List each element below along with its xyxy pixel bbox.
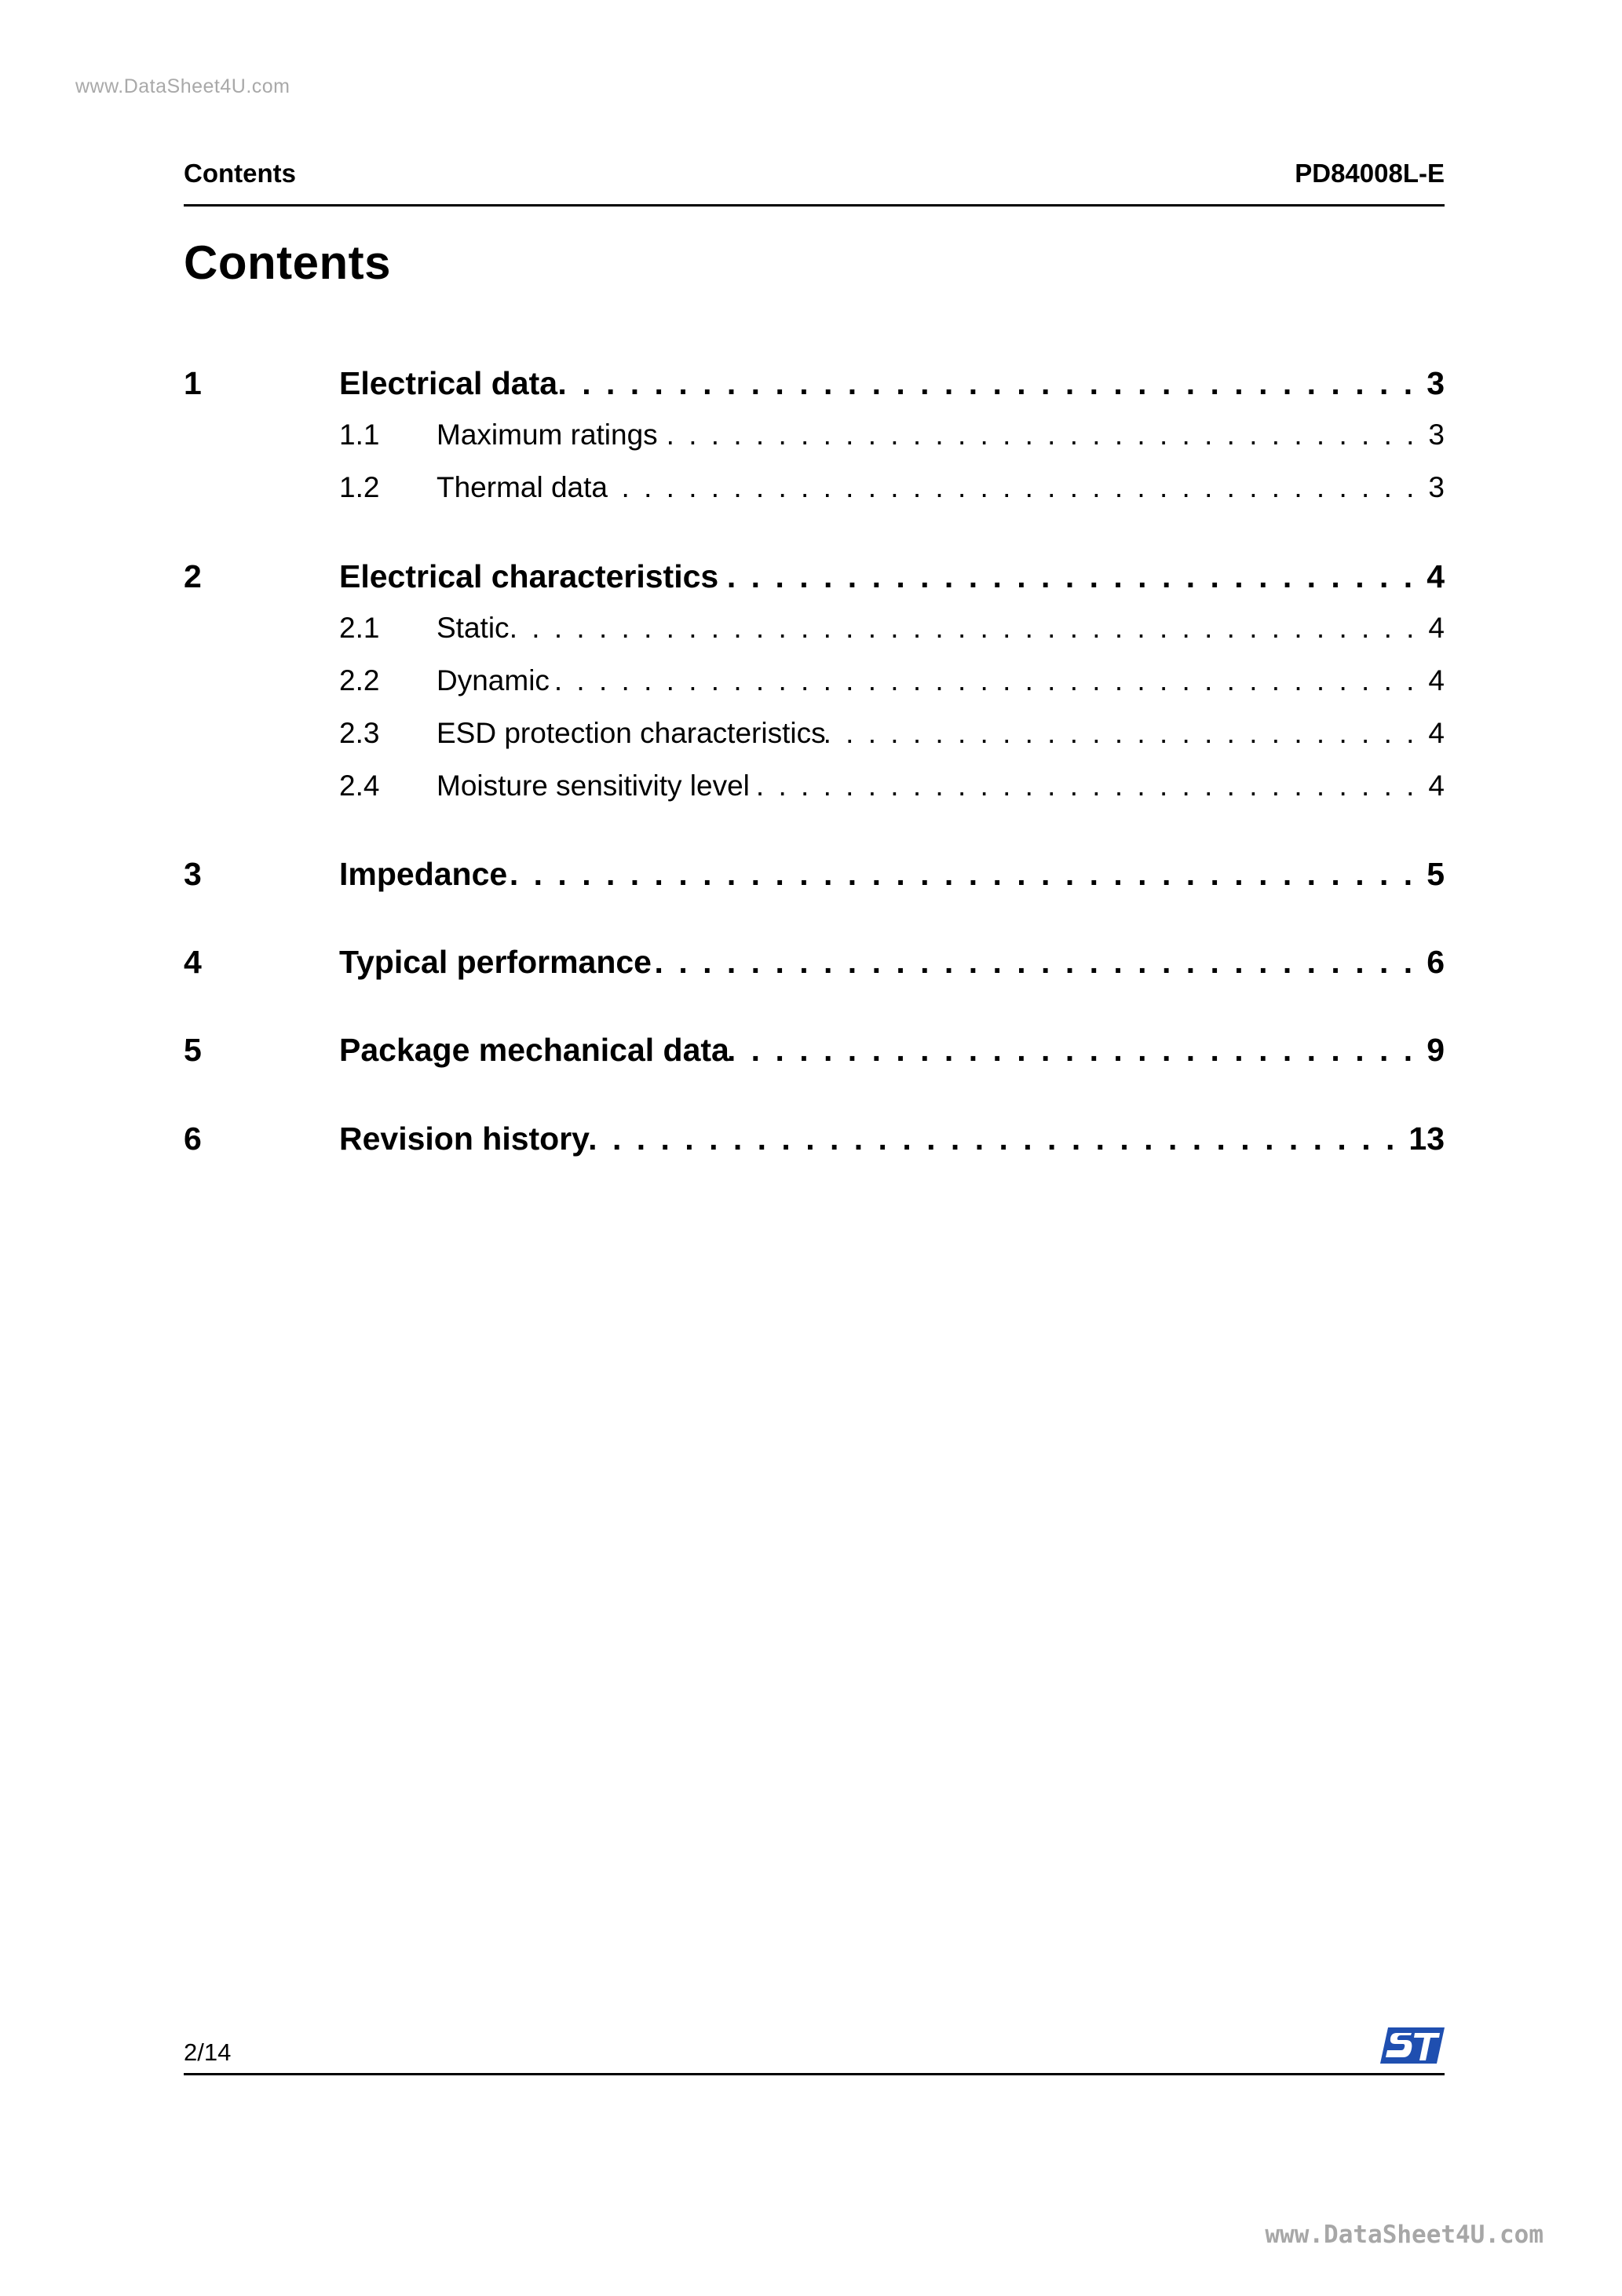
- toc-dot-leader: [550, 664, 1429, 697]
- toc-entry-title: Revision history: [339, 1121, 590, 1157]
- toc-entry-chapter-6[interactable]: [184, 1121, 1445, 1164]
- toc-entry-number: 3: [184, 856, 202, 892]
- toc-entry-title: Impedance: [339, 856, 508, 892]
- toc-entry-page: 13: [1408, 1121, 1445, 1157]
- toc-entry-number: 1.1: [339, 419, 380, 451]
- toc-entry-number: 1.2: [339, 471, 380, 503]
- toc-dot-leader: [826, 717, 1429, 750]
- toc-entry-title: Electrical characteristics: [339, 558, 719, 594]
- toc-entry-number: 4: [184, 944, 202, 980]
- toc-entry-section-2-2[interactable]: [184, 664, 1445, 708]
- toc-dot-leader: [507, 856, 1427, 893]
- toc-entry-number: 1: [184, 365, 202, 401]
- page-title: Contents: [184, 236, 391, 289]
- toc-entry-title: Moisture sensitivity level: [437, 770, 750, 802]
- toc-dot-leader: [608, 471, 1428, 504]
- toc-entry-title: Dynamic: [437, 664, 550, 696]
- toc-entry-number: 6: [184, 1121, 202, 1157]
- toc-entry-chapter-2[interactable]: [184, 558, 1445, 602]
- toc-entry-title: ESD protection characteristics: [437, 717, 826, 749]
- toc-entry-title: Maximum ratings: [437, 419, 658, 451]
- toc-entry-number: 2.1: [339, 612, 380, 644]
- toc-dot-leader: [652, 944, 1427, 981]
- toc-entry-page: 3: [1427, 365, 1445, 401]
- toc-entry-title: Electrical data: [339, 365, 558, 401]
- watermark-top: www.DataSheet4U.com: [75, 75, 290, 97]
- toc-dot-leader: [750, 770, 1429, 803]
- toc-entry-chapter-5[interactable]: [184, 1032, 1445, 1076]
- toc-entry-number: 2.2: [339, 664, 380, 696]
- header-part-number: PD84008L-E: [1295, 159, 1445, 188]
- toc-entry-page: 5: [1427, 856, 1445, 892]
- toc-entry-chapter-1[interactable]: [184, 365, 1445, 409]
- toc-entry-title: Thermal data: [437, 471, 608, 503]
- toc-entry-page: 3: [1428, 419, 1445, 451]
- page-header: [184, 157, 1445, 207]
- toc-entry-chapter-3[interactable]: [184, 856, 1445, 900]
- page-footer: [184, 2010, 1445, 2075]
- toc-entry-section-2-3[interactable]: [184, 717, 1445, 761]
- toc-entry-page: 4: [1428, 770, 1445, 802]
- toc-entry-number: 5: [184, 1032, 202, 1068]
- toc-entry-section-1-2[interactable]: [184, 471, 1445, 515]
- toc-dot-leader: [510, 612, 1429, 645]
- toc-dot-leader: [557, 365, 1427, 402]
- toc-entry-page: 6: [1427, 944, 1445, 980]
- toc-entry-section-1-1[interactable]: [184, 419, 1445, 462]
- page-indicator: 2/14: [184, 2038, 232, 2066]
- toc-entry-section-2-1[interactable]: [184, 612, 1445, 656]
- toc-entry-title: Package mechanical data: [339, 1032, 729, 1068]
- toc-entry-page: 3: [1428, 471, 1445, 503]
- toc-entry-section-2-4[interactable]: [184, 770, 1445, 813]
- toc-entry-page: 9: [1427, 1032, 1445, 1068]
- toc-entry-number: 2.3: [339, 717, 380, 749]
- toc-dot-leader: [590, 1121, 1408, 1157]
- toc-entry-number: 2: [184, 558, 202, 594]
- toc-entry-page: 4: [1428, 612, 1445, 644]
- toc-entry-page: 4: [1427, 558, 1445, 594]
- toc-dot-leader: [718, 558, 1427, 595]
- toc-entry-title: Typical performance: [339, 944, 652, 980]
- toc-entry-number: 2.4: [339, 770, 380, 802]
- watermark-bottom: www.DataSheet4U.com: [1265, 2221, 1543, 2249]
- toc-dot-leader: [729, 1032, 1427, 1069]
- toc-entry-chapter-4[interactable]: [184, 944, 1445, 988]
- header-section-label: Contents: [184, 159, 296, 188]
- toc-dot-leader: [658, 419, 1429, 452]
- toc-entry-title: Static: [437, 612, 510, 644]
- toc-entry-page: 4: [1428, 664, 1445, 696]
- st-logo-icon: [1380, 2024, 1445, 2067]
- toc-entry-page: 4: [1428, 717, 1445, 749]
